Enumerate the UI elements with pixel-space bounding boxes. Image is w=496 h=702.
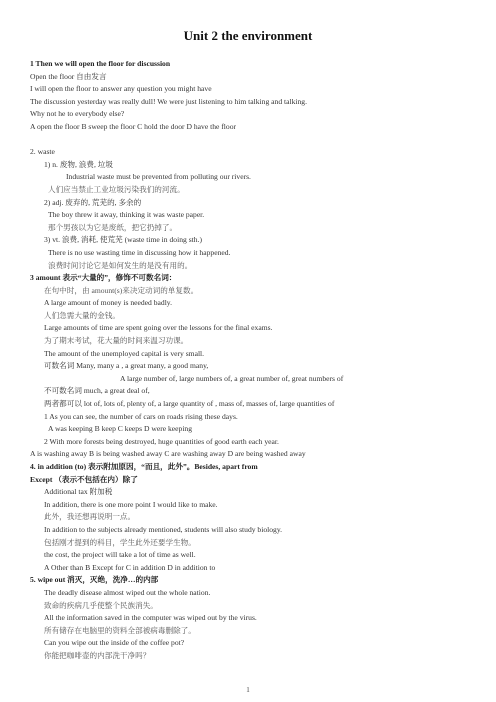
- text-line: 浪费时间讨论它是如何发生的是没有用的。: [48, 260, 193, 270]
- text-line: A open the floor B sweep the floor C hold the door D have the floor: [30, 121, 237, 131]
- text-line: The deadly disease almost wiped out the whole nation.: [44, 587, 211, 597]
- text-line: 2 With more forests being destroyed, huge quantities of good earth each year.: [44, 436, 279, 446]
- text-line: In addition to the subjects already mentioned, students will also study biology.: [44, 524, 283, 534]
- text-line: 4. in addition (to) 表示附加原因，“而且，此外”。Besides, apart from: [30, 462, 258, 471]
- text-line: All the information saved in the computer was wiped out by the virus.: [44, 613, 257, 623]
- text-line: A was keeping B keep C keeps D were keeping: [48, 424, 193, 434]
- text-line: 两者都可以 lot of, lots of, plenty of, a large quantity of , mass of, masses of, large quantities of: [44, 399, 335, 409]
- text-line: 3 amount 表示“大量的”，修饰不可数名词：: [30, 273, 177, 283]
- text-line: Open the floor 自由发言: [30, 71, 107, 81]
- section: [30, 461, 480, 574]
- text-line: Industrial waste must be prevented from polluting our rivers.: [66, 172, 251, 182]
- section: [30, 574, 480, 662]
- text-line: Additional tax 附加税: [44, 487, 113, 497]
- text-line: 那个男孩以为它是废纸，把它扔掉了。: [48, 222, 178, 232]
- text-line: 可数名词 Many, many a , a great many, a good many,: [44, 361, 209, 371]
- text-line: A Other than B Except for C in addition D in addition to: [44, 562, 216, 572]
- text-line: 2. waste: [30, 147, 55, 157]
- text-line: Except （表示不包括在内）除了: [30, 474, 138, 484]
- text-line: the cost, the project will take a lot of time as well.: [44, 550, 196, 560]
- text-line: I will open the floor to answer any question you might have: [30, 84, 212, 94]
- section: [30, 134, 480, 273]
- page-title: Unit 2 the environment: [183, 28, 313, 43]
- text-line: 3) vt. 浪费, 消耗, 使荒芜 (waste time in doing sth.): [44, 235, 202, 245]
- section: [30, 58, 480, 134]
- document-body: [30, 58, 480, 663]
- text-line: A large amount of money is needed badly.: [44, 298, 173, 308]
- text-line: 包括刚才提到的科目，学生此外还要学生物。: [44, 537, 196, 547]
- text-line: 为了期末考试，花大量的时间来温习功课。: [44, 336, 189, 346]
- text-line: Can you wipe out the inside of the coffee pot?: [44, 638, 185, 648]
- text-line: 2) adj. 废弃的, 荒芜的, 多余的: [44, 197, 142, 207]
- text-line: The discussion yesterday was really dull! We were just listening to him talking and talking.: [30, 96, 307, 106]
- text-line: 5. wipe out 消灭，灭绝，洗净…的内部: [30, 575, 159, 585]
- text-line: In addition, there is one more point I would like to make.: [44, 499, 218, 509]
- text-line: 人们急需大量的金钱。: [44, 310, 120, 320]
- text-line: 不可数名词 much, a great deal of,: [44, 386, 150, 396]
- text-line: 人们应当禁止工业垃圾污染我们的河流。: [48, 184, 185, 194]
- text-line: 致命的疾病几乎使整个民族消失。: [44, 600, 158, 610]
- text-line: The amount of the unemployed capital is very small.: [44, 348, 205, 358]
- section: [30, 272, 480, 461]
- text-line: There is no use wasting time in discussing how it happened.: [48, 247, 231, 257]
- text-line: The boy threw it away, thinking it was waste paper.: [48, 210, 205, 220]
- page-number: 1: [246, 686, 250, 694]
- text-line: 你能把咖啡壶的内部洗干净吗？: [44, 650, 151, 660]
- text-line: Why not he to everybody else?: [30, 109, 125, 119]
- text-line: 此外，我还想再说明一点。: [44, 512, 136, 522]
- text-line: 1 Then we will open the floor for discussion: [30, 59, 171, 68]
- text-line: 在句中时，由 amount(s)来决定动词的单复数。: [44, 285, 199, 295]
- text-line: 1 As you can see, the number of cars on roads rising these days.: [44, 411, 238, 421]
- text-line: A is washing away B is being washed away C are washing away D are being washed away: [30, 449, 306, 459]
- text-line: [30, 134, 480, 147]
- text-line: 1) n. 废物, 浪费, 垃圾: [44, 159, 113, 169]
- text-line: 所有储存在电脑里的资料全部被病毒删除了。: [44, 625, 196, 635]
- text-line: Large amounts of time are spent going over the lessons for the final exams.: [44, 323, 273, 333]
- text-line: A large number of, large numbers of, a great number of, great numbers of: [120, 373, 344, 383]
